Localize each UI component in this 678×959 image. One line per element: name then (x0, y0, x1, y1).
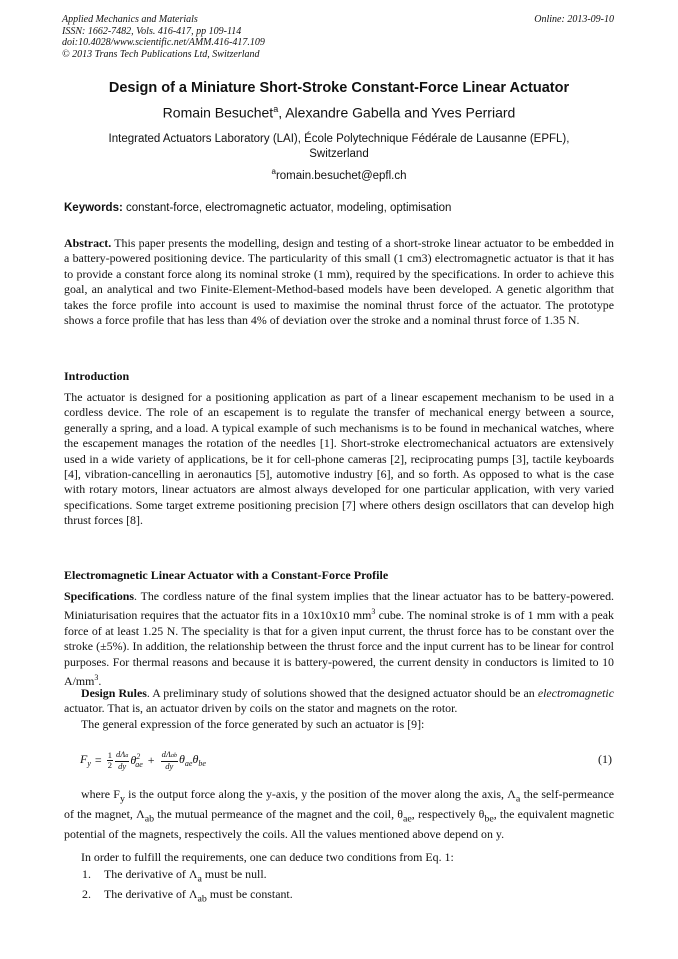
abstract-paragraph (64, 236, 614, 328)
design-rules-text-b: actuator. That is, an actuator driven by coils on the stator and magnets on the rotor. (64, 701, 458, 716)
author-list (40, 104, 638, 121)
equation-1 (64, 743, 616, 777)
list-item-text: The derivative of $\Lambda_a$ must be null. (104, 867, 267, 885)
abstract-label: Abstract. (64, 236, 112, 250)
list-item (82, 867, 602, 887)
email-superscript: a (271, 167, 276, 176)
general-expression-paragraph: The general expression of the force generated by such an actuator is [9]: (81, 717, 425, 731)
list-item (82, 887, 602, 907)
keywords-text: constant-force, electromagnetic actuator, modeling, optimisation (122, 202, 452, 214)
fulfill-paragraph: In order to fulfill the requirements, one can deduce two conditions from Eq. 1: (81, 850, 454, 864)
introduction-heading: Introduction (64, 369, 130, 383)
equation-body: $F_y$ = $\frac{1}{2}$ $\frac{\text{dΛa}}{dy}$ $\theta^2_{ae}$ + $\frac{\text{dΛab}}{dy}$ $\theta_{ae}\theta_{be}$ (80, 748, 206, 771)
paper-title: Design of a Miniature Short-Stroke Constant-Force Linear Actuator (108, 80, 570, 96)
specifications-superscript-2: 3 (94, 673, 99, 682)
journal-doi: doi:10.4028/www.scientific.net/AMM.416-417.109 (62, 37, 265, 48)
specifications-text-c: . (98, 673, 102, 688)
list-item-number: 1. (82, 867, 91, 881)
introduction-paragraph: The actuator is designed for a positioning application as part of a linear escapement mechanism to be used in a cordless device. The role of an escapement is to regulate the transfer of mechanical energy between a source, generally a spring, and a load. A typical example of such mechanisms is to be found in mechanical watches, where the escapement manages the rotation of the needles [1]. Short-stroke electromechanical actuators are extensively used in a wide variety of applications, be it for cell-phone cameras [2], reciprocating pumps [3], tactile keyboards [4], vibration-cancelling in aeronautics [5], automotive industry [6], and so forth. As opposed to what is the case with rotary motors, linear actuators are almost always developed for one particular application, with very varied specifications. Some target extreme positioning precision [7] where others design oscillators that can develop high thrust forces [8]. (64, 390, 614, 528)
specifications-text-b: cube. The nominal stroke is of 1 mm with a peak force of at least 1.25 N. The speciality is that for a given input current, the thrust force has to be constant over the stroke (±5%). In addition, the relationship between the thrust force and the input current has to be linear for control purposes. For thermal reasons and because it is battery-powered, the current density in conductors is limited to 10 A/mm (64, 608, 615, 688)
specifications-text-a: . The cordless nature of the final system implies that the linear actuator has to be battery-powered. Miniaturisation requires that the actuator fits in a 10x10x10 mm (64, 589, 614, 623)
design-rules-label: Design Rules (81, 686, 147, 700)
affiliation-line-2: Switzerland (309, 148, 369, 160)
specifications-paragraph (64, 589, 614, 689)
equation-number: (1) (598, 752, 612, 766)
keywords (64, 202, 616, 214)
affiliation (80, 132, 598, 162)
journal-name: Applied Mechanics and Materials (62, 14, 198, 25)
list-item-number: 2. (82, 886, 91, 901)
author-1-superscript: a (273, 104, 279, 114)
keywords-label: Keywords: (64, 202, 123, 214)
design-rules-paragraph (64, 686, 614, 717)
list-item-text: The derivative of $\Lambda_{ab}$ must be constant. (104, 886, 293, 905)
affiliation-line-1: Integrated Actuators Laboratory (LAI), École Polytechnique Fédérale de Lausanne (EPFL), (108, 133, 570, 145)
author-email (40, 167, 638, 182)
design-rules-text-a: . A preliminary study of solutions showed that the designed actuator should be an (146, 686, 538, 700)
email-address: romain.besuchet@epfl.ch (275, 169, 407, 182)
section-heading: Electromagnetic Linear Actuator with a Constant-Force Profile (64, 568, 389, 582)
specifications-label: Specifications (64, 589, 135, 603)
journal-header (62, 14, 265, 60)
journal-issn: ISSN: 1662-7482, Vols. 416-417, pp 109-114 (62, 25, 242, 37)
author-others: , Alexandre Gabella and Yves Perriard (278, 104, 516, 121)
journal-copyright: © 2013 Trans Tech Publications Ltd, Switzerland (62, 48, 260, 60)
abstract-text: This paper presents the modelling, design and testing of a short-stroke linear actuator to be embedded in a battery-powered positioning device. The particularity of this small (1 cm3) electromagnetic actuator is that it has to provide a constant force along its nominal stroke (1 mm), required by the specifications. In order to achieve this goal, an analytical and two Finite-Element-Method-based models have been developed. A genetic algorithm that takes the force profile into account is used to maximise the nominal thrust force of the actuator. The prototype shows a force profile that has less than 4% of deviation over the stroke and a nominal thrust force of 1.35 N. (64, 236, 614, 328)
conditions-list (82, 867, 602, 907)
author-1: Romain Besuchet (162, 104, 274, 121)
design-rules-emphasis: electromagnetic (537, 686, 614, 700)
where-paragraph: where $F_y$ is the output force along the y-axis, y the position of the mover along the axis, $\Lambda_a$ the self-permeance of the magnet, $\Lambda_{ab}$ the mutual permeance of the magnet and the coil, $\theta_{ae}$, respectively $\theta_{be}$, the equivalent magnetic potential of the magnets, respectively the coils. All the values mentioned above depend on y. (64, 787, 614, 841)
specifications-superscript: 3 (371, 607, 376, 617)
online-date: Online: 2013-09-10 (534, 14, 614, 25)
